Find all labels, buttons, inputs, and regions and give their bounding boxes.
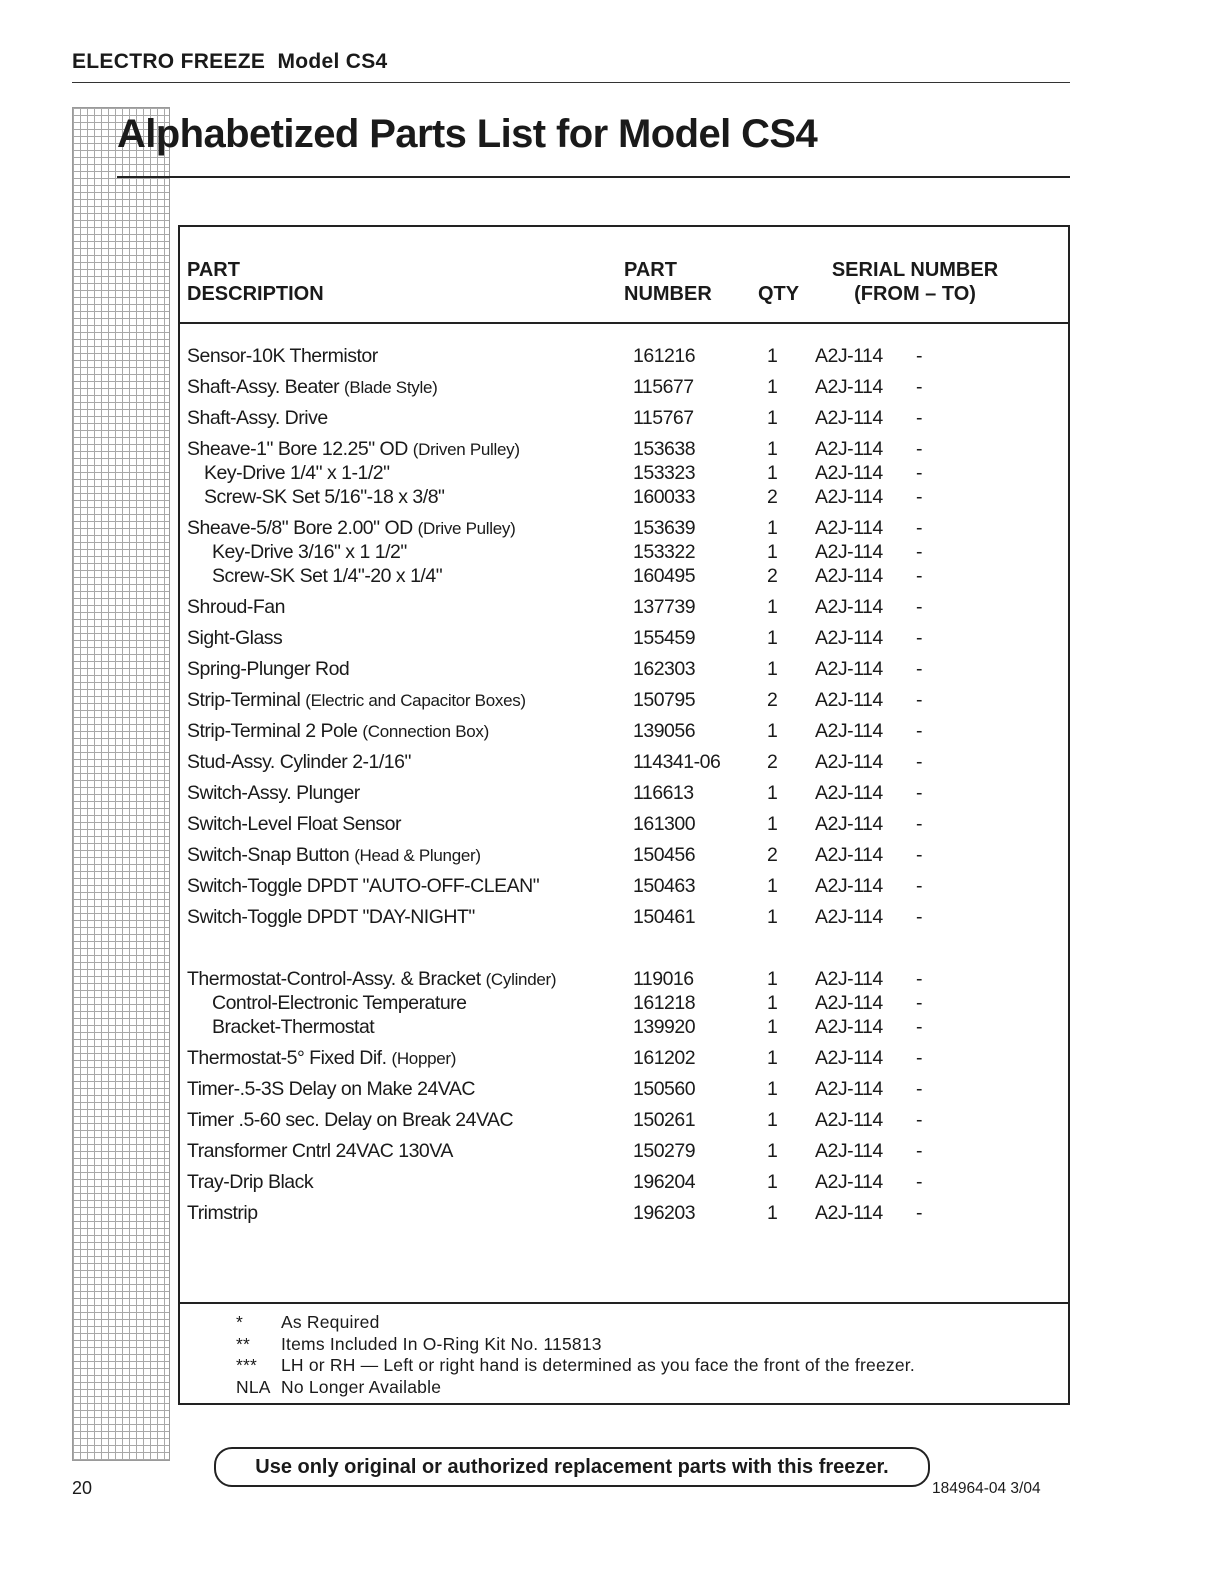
table-row (178, 656, 1070, 680)
part-group (178, 1045, 1070, 1069)
table-row (178, 1200, 1070, 1224)
part-description: Switch-Toggle DPDT "DAY-NIGHT" (187, 906, 475, 928)
table-row (178, 484, 1070, 508)
part-number: 137739 (633, 596, 696, 618)
part-group (178, 780, 1070, 804)
part-number: 160033 (633, 486, 696, 508)
part-qty: 1 (767, 596, 778, 618)
part-number: 196204 (633, 1171, 696, 1193)
part-description: Bracket-Thermostat (212, 1016, 375, 1038)
part-qty: 2 (767, 689, 778, 711)
part-qty: 1 (767, 407, 778, 429)
part-note: (Drive Pulley) (417, 519, 516, 538)
part-group (178, 1200, 1070, 1224)
part-number: 150560 (633, 1078, 696, 1100)
parts-list (178, 343, 1070, 1231)
table-row (178, 842, 1070, 866)
serial-to: - (916, 1202, 922, 1224)
part-qty: 1 (767, 376, 778, 398)
part-description: Timer-.5-3S Delay on Make 24VAC (187, 1078, 475, 1100)
part-number: 161300 (633, 813, 696, 835)
table-row (178, 1107, 1070, 1131)
serial-to: - (916, 689, 922, 711)
serial-to: - (916, 720, 922, 742)
part-description: Switch-Assy. Plunger (187, 782, 360, 804)
table-row (178, 687, 1070, 711)
footnote-symbol: * (236, 1312, 244, 1332)
part-description: Trimstrip (187, 1202, 258, 1224)
part-description: Stud-Assy. Cylinder 2-1/16" (187, 751, 411, 773)
part-number: 150461 (633, 906, 696, 928)
part-group (178, 656, 1070, 680)
table-row (178, 904, 1070, 928)
part-number: 150795 (633, 689, 696, 711)
part-group (178, 594, 1070, 618)
part-description: Sheave-5/8" Bore 2.00" OD (Drive Pulley) (187, 517, 516, 539)
serial-from: A2J-114 (815, 407, 883, 429)
part-description: Sight-Glass (187, 627, 283, 649)
part-group (178, 1138, 1070, 1162)
part-note: (Hopper) (391, 1049, 457, 1068)
part-group (178, 405, 1070, 429)
table-row (178, 718, 1070, 742)
part-number: 196203 (633, 1202, 696, 1224)
serial-from: A2J-114 (815, 906, 883, 928)
serial-to: - (916, 376, 922, 398)
serial-from: A2J-114 (815, 968, 883, 990)
part-qty: 1 (767, 813, 778, 835)
part-group (178, 1107, 1070, 1131)
part-number: 139056 (633, 720, 696, 742)
part-number: 114341-06 (633, 751, 721, 773)
serial-from: A2J-114 (815, 376, 883, 398)
part-number: 119016 (633, 968, 694, 990)
part-description: Key-Drive 1/4" x 1-1/2" (204, 462, 390, 484)
part-description: Sensor-10K Thermistor (187, 345, 378, 367)
part-description: Strip-Terminal 2 Pole (Connection Box) (187, 720, 489, 742)
part-description: Switch-Level Float Sensor (187, 813, 402, 835)
column-header-description: PART DESCRIPTION (187, 259, 324, 305)
part-description: Shroud-Fan (187, 596, 285, 618)
part-qty: 2 (767, 565, 778, 587)
serial-to: - (916, 906, 922, 928)
serial-to: - (916, 1171, 922, 1193)
table-row (178, 405, 1070, 429)
part-group (178, 515, 1070, 587)
footnote-divider (178, 1302, 1070, 1304)
serial-from: A2J-114 (815, 1016, 883, 1038)
table-row (178, 780, 1070, 804)
table-row (178, 1076, 1070, 1100)
table-row (178, 749, 1070, 773)
part-note: (Blade Style) (344, 378, 438, 397)
part-qty: 2 (767, 486, 778, 508)
part-note: (Head & Plunger) (354, 846, 481, 865)
serial-from: A2J-114 (815, 517, 883, 539)
serial-from: A2J-114 (815, 782, 883, 804)
part-qty: 1 (767, 438, 778, 460)
serial-to: - (916, 596, 922, 618)
serial-from: A2J-114 (815, 486, 883, 508)
serial-to: - (916, 1047, 922, 1069)
part-description: Control-Electronic Temperature (212, 992, 467, 1014)
serial-to: - (916, 486, 922, 508)
serial-to: - (916, 345, 922, 367)
part-qty: 1 (767, 658, 778, 680)
serial-to: - (916, 1078, 922, 1100)
part-note: (Cylinder) (485, 970, 557, 989)
part-qty: 1 (767, 968, 778, 990)
page-title: Alphabetized Parts List for Model CS4 (117, 112, 818, 156)
serial-from: A2J-114 (815, 720, 883, 742)
serial-from: A2J-114 (815, 875, 883, 897)
serial-to: - (916, 875, 922, 897)
part-group (178, 625, 1070, 649)
serial-from: A2J-114 (815, 627, 883, 649)
part-group (178, 904, 1070, 928)
serial-to: - (916, 1109, 922, 1131)
part-description: Shaft-Assy. Beater (Blade Style) (187, 376, 438, 398)
serial-to: - (916, 751, 922, 773)
part-qty: 1 (767, 627, 778, 649)
serial-from: A2J-114 (815, 1140, 883, 1162)
part-description: Screw-SK Set 5/16"-18 x 3/8" (204, 486, 445, 508)
serial-from: A2J-114 (815, 462, 883, 484)
part-qty: 1 (767, 345, 778, 367)
document-number: 184964-04 3/04 (932, 1480, 1041, 1497)
serial-from: A2J-114 (815, 658, 883, 680)
table-row (178, 625, 1070, 649)
part-description: Timer .5-60 sec. Delay on Break 24VAC (187, 1109, 514, 1131)
serial-to: - (916, 992, 922, 1014)
document-header: ELECTRO FREEZE Model CS4 (72, 50, 388, 73)
part-description: Sheave-1" Bore 12.25" OD (Driven Pulley) (187, 438, 520, 460)
part-qty: 1 (767, 1078, 778, 1100)
serial-from: A2J-114 (815, 596, 883, 618)
table-row (178, 1138, 1070, 1162)
part-note: (Driven Pulley) (412, 440, 520, 459)
part-number: 153638 (633, 438, 696, 460)
part-description: Key-Drive 3/16" x 1 1/2" (212, 541, 407, 563)
serial-to: - (916, 813, 922, 835)
table-row (178, 811, 1070, 835)
part-qty: 1 (767, 720, 778, 742)
part-group (178, 842, 1070, 866)
footnote-symbol: *** (236, 1355, 258, 1375)
part-qty: 1 (767, 1140, 778, 1162)
part-number: 162303 (633, 658, 696, 680)
part-group (178, 343, 1070, 367)
serial-from: A2J-114 (815, 438, 883, 460)
footnote-text: No Longer Available (281, 1376, 442, 1397)
serial-from: A2J-114 (815, 1109, 883, 1131)
part-qty: 1 (767, 1109, 778, 1131)
serial-from: A2J-114 (815, 565, 883, 587)
part-description: Transformer Cntrl 24VAC 130VA (187, 1140, 453, 1162)
serial-to: - (916, 565, 922, 587)
table-row (178, 966, 1070, 990)
part-qty: 1 (767, 1016, 778, 1038)
part-number: 155459 (633, 627, 696, 649)
part-group (178, 687, 1070, 711)
part-description: Switch-Toggle DPDT "AUTO-OFF-CLEAN" (187, 875, 540, 897)
table-row (178, 343, 1070, 367)
serial-to: - (916, 1016, 922, 1038)
table-row (178, 1169, 1070, 1193)
part-group (178, 749, 1070, 773)
serial-from: A2J-114 (815, 1078, 883, 1100)
table-row (178, 594, 1070, 618)
part-number: 160495 (633, 565, 696, 587)
part-qty: 1 (767, 517, 778, 539)
part-qty: 1 (767, 875, 778, 897)
serial-to: - (916, 968, 922, 990)
part-number: 139920 (633, 1016, 696, 1038)
part-description: Thermostat-5° Fixed Dif. (Hopper) (187, 1047, 457, 1069)
part-qty: 1 (767, 906, 778, 928)
part-description: Switch-Snap Button (Head & Plunger) (187, 844, 481, 866)
part-group (178, 873, 1070, 897)
column-header-qty: QTY (758, 283, 800, 305)
table-row (178, 539, 1070, 563)
part-number: 115677 (633, 376, 694, 398)
part-number: 153322 (633, 541, 696, 563)
column-header-part-number: PART NUMBER (624, 259, 712, 305)
part-group (178, 1169, 1070, 1193)
serial-to: - (916, 844, 922, 866)
part-description: Shaft-Assy. Drive (187, 407, 328, 429)
part-note: (Connection Box) (362, 722, 489, 741)
serial-to: - (916, 517, 922, 539)
part-number: 115767 (633, 407, 694, 429)
table-header-divider (178, 322, 1070, 324)
serial-from: A2J-114 (815, 1171, 883, 1193)
footnote-text: As Required (281, 1312, 380, 1332)
part-qty: 1 (767, 541, 778, 563)
part-description: Spring-Plunger Rod (187, 658, 350, 680)
part-number: 153639 (633, 517, 696, 539)
part-group (178, 1076, 1070, 1100)
table-row (178, 436, 1070, 460)
part-qty: 1 (767, 1171, 778, 1193)
part-description: Thermostat-Control-Assy. & Bracket (Cylinder) (187, 968, 557, 990)
part-group (178, 718, 1070, 742)
serial-from: A2J-114 (815, 844, 883, 866)
decorative-grid-strip (72, 107, 170, 1461)
serial-to: - (916, 782, 922, 804)
serial-to: - (916, 658, 922, 680)
part-number: 153323 (633, 462, 696, 484)
part-qty: 1 (767, 782, 778, 804)
table-row (178, 873, 1070, 897)
part-qty: 2 (767, 844, 778, 866)
part-qty: 1 (767, 462, 778, 484)
table-row (178, 374, 1070, 398)
part-description: Screw-SK Set 1/4"-20 x 1/4" (212, 565, 443, 587)
part-qty: 1 (767, 992, 778, 1014)
replacement-parts-callout: Use only original or authorized replacement parts with this freezer. (214, 1447, 930, 1487)
footnote-symbol: NLA (236, 1376, 271, 1397)
column-header-serial-number: SERIAL NUMBER (FROM – TO) (831, 259, 999, 305)
part-group (178, 374, 1070, 398)
serial-from: A2J-114 (815, 345, 883, 367)
table-row (178, 515, 1070, 539)
part-group (178, 436, 1070, 508)
footnote-symbol: ** (236, 1333, 251, 1354)
part-number: 116613 (633, 782, 694, 804)
table-row (178, 460, 1070, 484)
footnote-text: LH or RH — Left or right hand is determined as you face the front of the freezer. (281, 1355, 915, 1375)
part-description: Tray-Drip Black (187, 1171, 314, 1193)
part-description: Strip-Terminal (Electric and Capacitor Boxes) (187, 689, 526, 711)
part-number: 150463 (633, 875, 696, 897)
serial-from: A2J-114 (815, 541, 883, 563)
part-number: 150456 (633, 844, 696, 866)
serial-to: - (916, 1140, 922, 1162)
table-row (178, 563, 1070, 587)
part-group (178, 811, 1070, 835)
serial-to: - (916, 541, 922, 563)
part-qty: 1 (767, 1047, 778, 1069)
part-number: 150261 (633, 1109, 696, 1131)
serial-from: A2J-114 (815, 689, 883, 711)
part-group (178, 966, 1070, 1038)
serial-from: A2J-114 (815, 992, 883, 1014)
serial-to: - (916, 407, 922, 429)
serial-to: - (916, 438, 922, 460)
part-number: 150279 (633, 1140, 696, 1162)
part-number: 161218 (633, 992, 696, 1014)
table-row (178, 1014, 1070, 1038)
part-qty: 1 (767, 1202, 778, 1224)
serial-to: - (916, 462, 922, 484)
page-number: 20 (72, 1478, 93, 1498)
footnote-text: Items Included In O-Ring Kit No. 115813 (281, 1333, 602, 1354)
serial-from: A2J-114 (815, 751, 883, 773)
header-divider (72, 82, 1070, 83)
part-number: 161216 (633, 345, 696, 367)
table-row (178, 1045, 1070, 1069)
serial-from: A2J-114 (815, 1047, 883, 1069)
part-number: 161202 (633, 1047, 696, 1069)
serial-from: A2J-114 (815, 1202, 883, 1224)
serial-to: - (916, 627, 922, 649)
part-note: (Electric and Capacitor Boxes) (305, 691, 526, 710)
title-divider (117, 176, 1070, 178)
serial-from: A2J-114 (815, 813, 883, 835)
part-qty: 2 (767, 751, 778, 773)
table-row (178, 990, 1070, 1014)
